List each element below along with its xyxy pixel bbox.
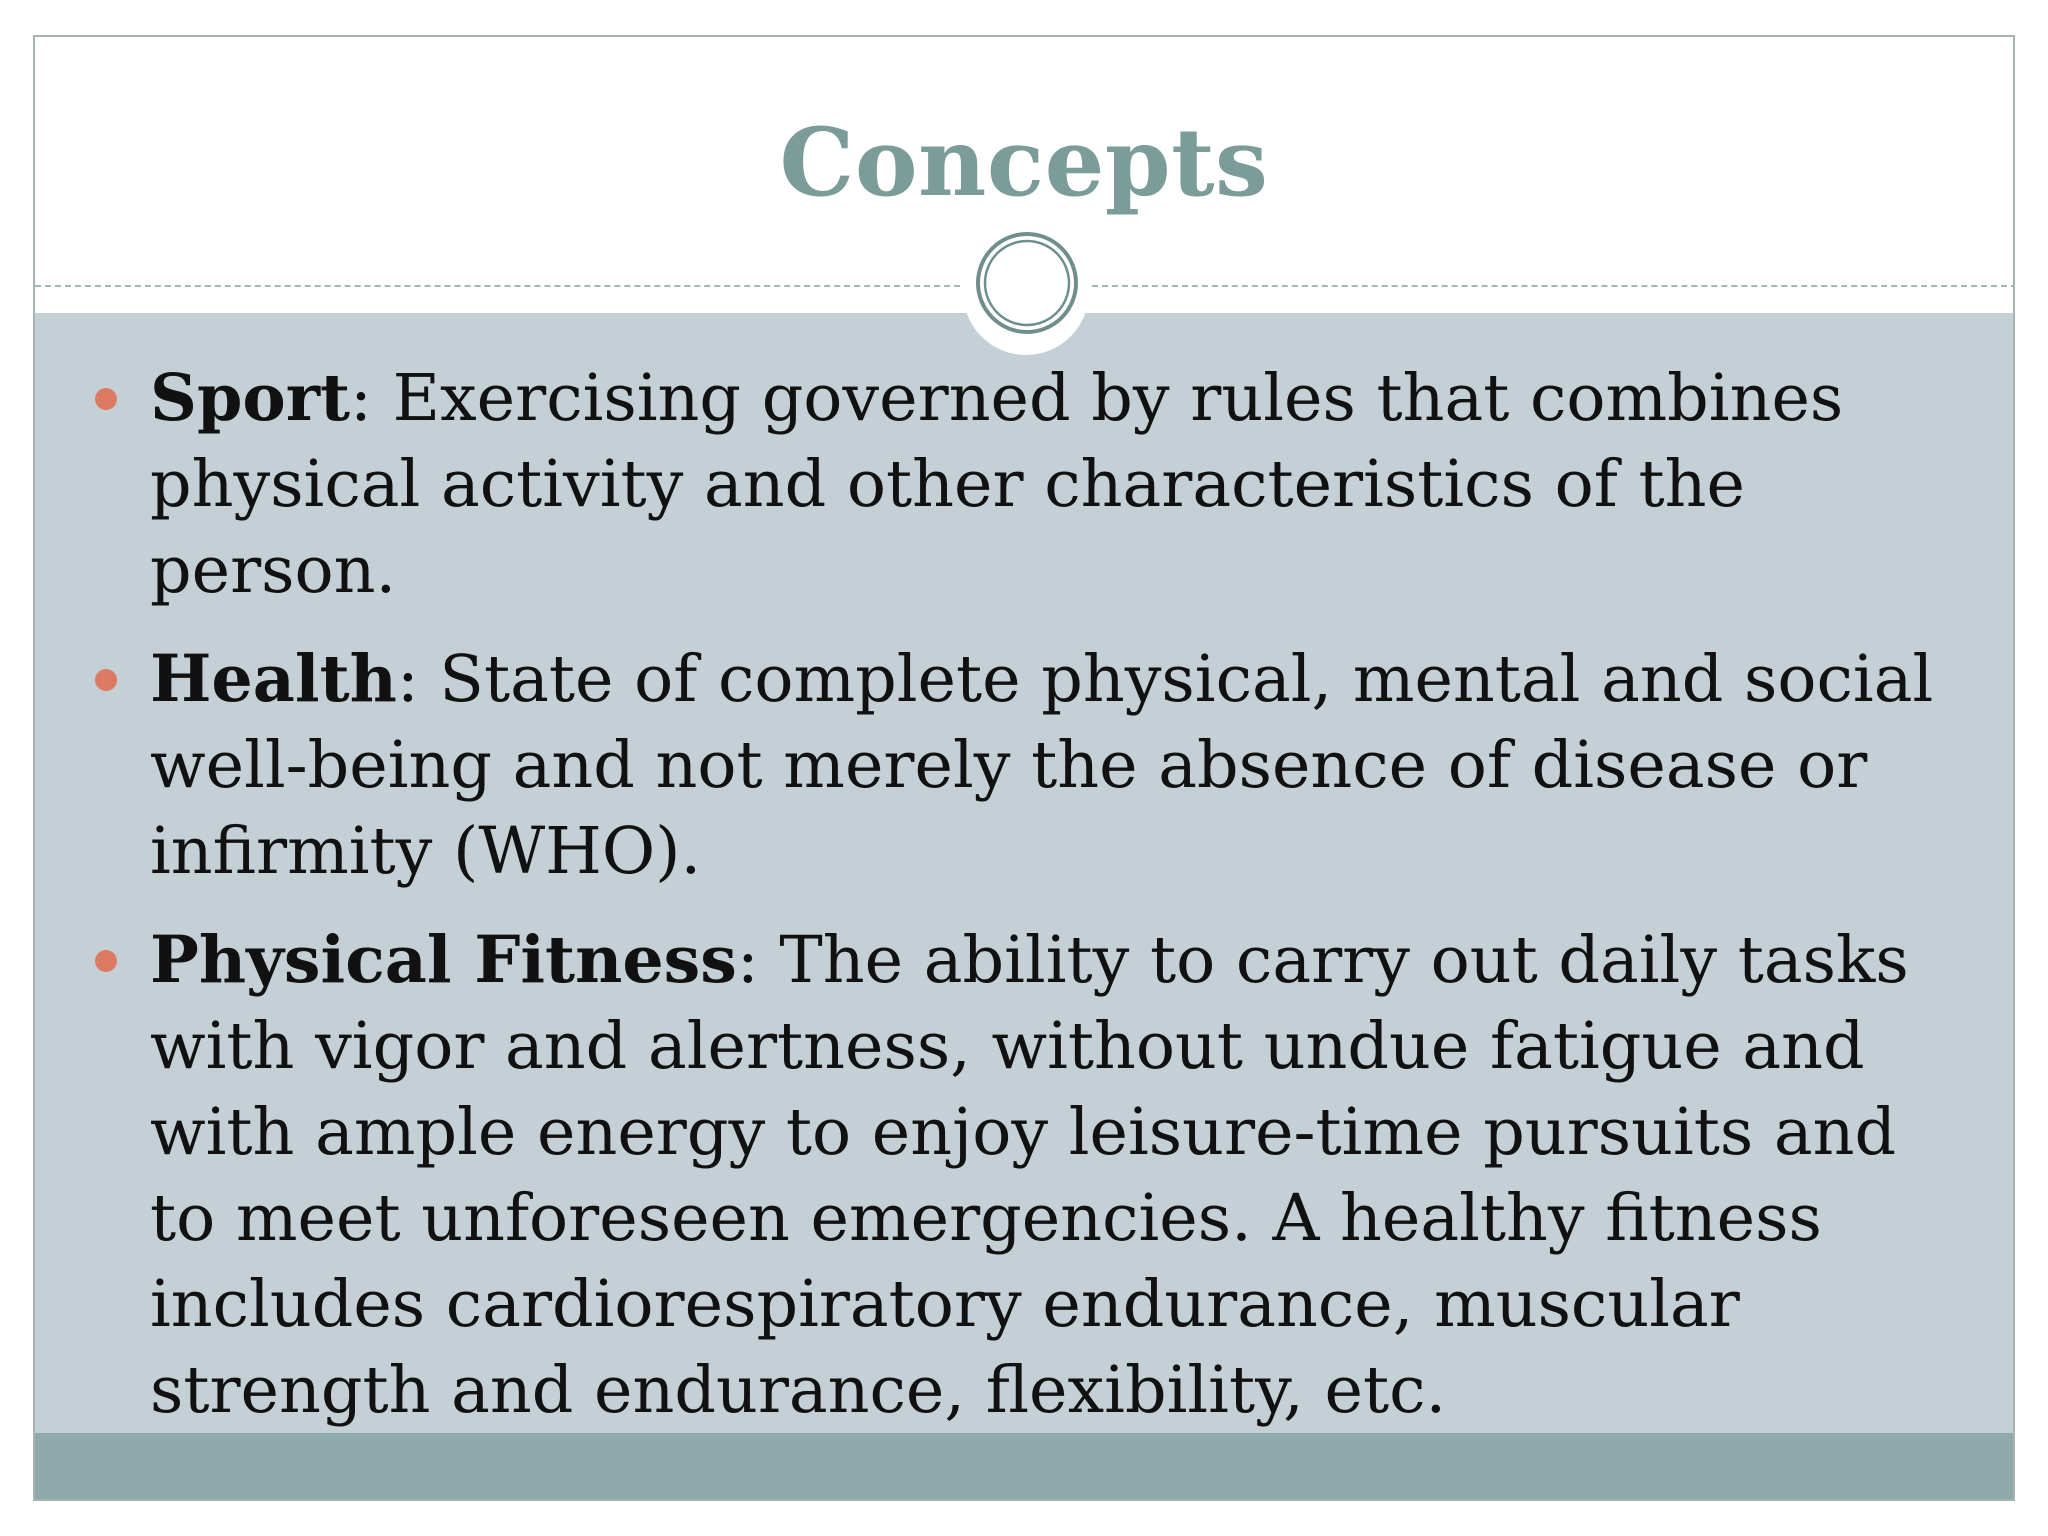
bullet-dot-icon: [95, 950, 117, 972]
definition-sport: : Exercising governed by rules that combines physical activity and other characteristics of the person.: [150, 361, 1844, 608]
title-divider-right: [1092, 285, 2015, 287]
definition-health: : State of complete physical, mental and social well-being and not merely the absence of disease or infirmity (WHO).: [150, 642, 1934, 889]
title-divider-left: [35, 285, 970, 287]
circle-ornament-icon: [975, 231, 1079, 335]
slide: [33, 35, 2015, 1501]
list-item: [150, 355, 1970, 614]
list-item: [150, 636, 1970, 895]
list-item: [150, 917, 1970, 1434]
definition-list: [150, 355, 1970, 1456]
term-sport: Sport: [150, 360, 351, 436]
bullet-dot-icon: [95, 669, 117, 691]
term-physical-fitness: Physical Fitness: [150, 922, 737, 998]
definition-physical-fitness: : The ability to carry out daily tasks with vigor and alertness, without undue fatigue and with ample energy to enjoy leisure-time pursuits and to meet unforeseen emergencies. A healthy fitness includes cardiorespiratory endurance, muscular strength and endurance, flexibility, etc.: [150, 923, 1909, 1428]
term-health: Health: [150, 641, 397, 717]
slide-title: Concepts: [779, 108, 1269, 218]
bullet-dot-icon: [95, 388, 117, 410]
